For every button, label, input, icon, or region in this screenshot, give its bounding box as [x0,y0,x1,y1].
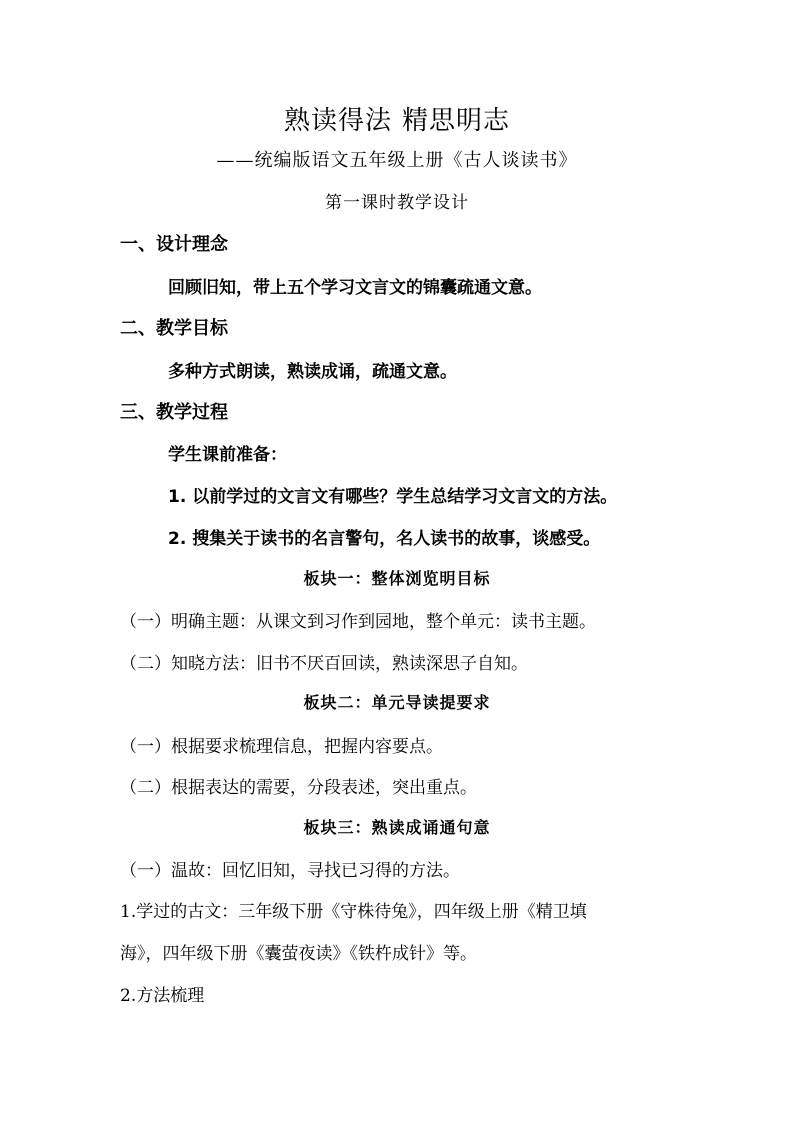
title-part-b: 精思明志 [402,106,511,136]
section-body-design: 回顾旧知，带上五个学习文言文的锦囊疏通文意。 [168,278,542,298]
block-2-item-2: （二）根据表达的需要，分段表述，突出重点。 [120,778,477,798]
section-body-goals: 多种方式朗读，熟读成诵，疏通文意。 [168,362,457,382]
block-3-paragraph-1-line-1: 1.学过的古文：三年级下册《守株待兔》，四年级上册《精卫填 [120,902,587,922]
block-2-item-1: （一）根据要求梳理信息，把握内容要点。 [120,737,443,757]
prep-item-1: 1. 以前学过的文言文有哪些？学生总结学习文言文的方法。 [168,487,618,507]
block-3-paragraph-1-line-2: 海》，四年级下册《囊萤夜读》《铁杵成针》等。 [120,944,477,964]
block-3-paragraph-2: 2.方法梳理 [120,986,205,1006]
section-heading-goals: 二、教学目标 [120,318,228,339]
block-1-title: 板块一：整体浏览明目标 [303,569,491,588]
block-3-title: 板块三：熟读成诵通句意 [303,818,491,837]
section-heading-design: 一、设计理念 [120,234,228,255]
document-subtitle: ——统编版语文五年级上册《古人谈读书》 [216,150,578,171]
block-2-title: 板块二：单元导读提要求 [303,693,491,712]
section-heading-process: 三、教学过程 [120,402,228,423]
document-title [0,100,794,137]
title-part-a: 熟读得法 [283,106,392,136]
block-1-item-1: （一）明确主题：从课文到习作到园地，整个单元：读书主题。 [120,612,596,632]
block-3-item-1: （一）温故：回忆旧知，寻找已习得的方法。 [120,861,460,881]
prep-heading: 学生课前准备： [168,445,287,465]
prep-item-2: 2. 搜集关于读书的名言警句，名人读书的故事，谈感受。 [168,529,601,549]
block-1-item-2: （二）知晓方法：旧书不厌百回读，熟读深思子自知。 [120,654,528,674]
lesson-label: 第一课时教学设计 [325,193,469,213]
